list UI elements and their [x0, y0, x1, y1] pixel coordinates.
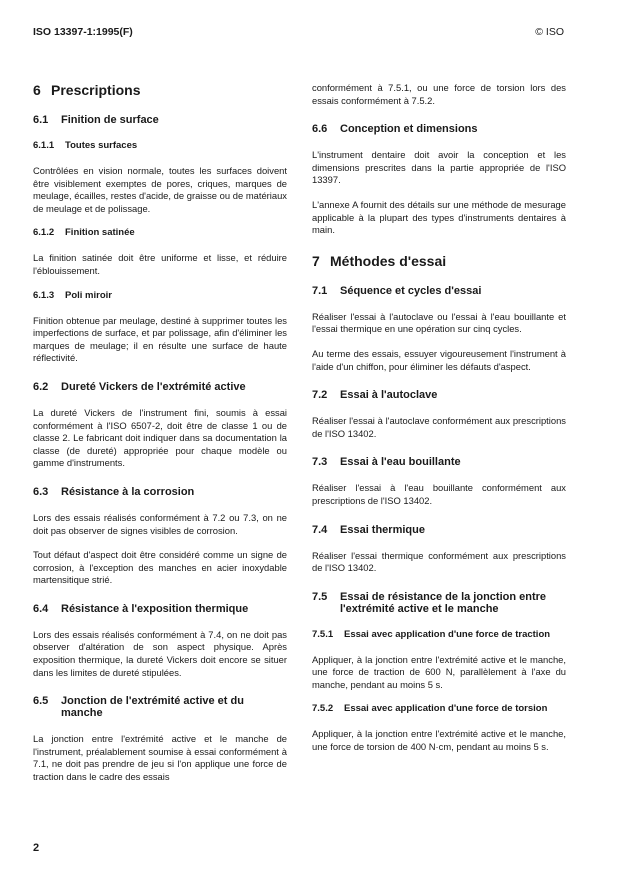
paragraph-7-2: Réaliser l'essai à l'autoclave conformément aux prescriptions de l'ISO 13402. — [312, 415, 566, 439]
section-number: 7.1 — [312, 284, 328, 297]
section-6-5-heading — [33, 695, 287, 719]
section-6-1-heading — [33, 114, 287, 126]
section-6-6-heading — [312, 123, 566, 135]
paragraph-6-5: La jonction entre l'extrémité active et le manche de l'instrument, préalablement soumise à essai conformément à 7.1, ne doit pas prendre de jeu si l'on applique une force de traction dans le cadre des essais — [33, 733, 287, 783]
left-column — [33, 82, 287, 784]
section-7-heading — [312, 253, 566, 269]
section-title: Séquence et cycles d'essai — [340, 284, 482, 297]
section-7-4-heading — [312, 524, 566, 536]
section-number: 6.3 — [33, 485, 49, 498]
section-title: Essai thermique — [340, 523, 425, 536]
section-title: Poli miroir — [65, 289, 112, 301]
section-title: Essai avec application d'une force de torsion — [344, 703, 548, 715]
section-number: 7.4 — [312, 523, 328, 536]
document-code: ISO 13397-1:1995(F) — [33, 26, 133, 38]
section-7-3-heading — [312, 456, 566, 468]
section-title: Essai de résistance de la jonction entre l'extrémité active et le manche — [340, 590, 547, 615]
paragraph-6-1-3: Finition obtenue par meulage, destiné à supprimer toutes les imperfections de surface, et par polissage, afin d'éliminer les marques de meulage; il en résulte une surface de haute réflectivité. — [33, 314, 287, 364]
section-6-4-heading — [33, 603, 287, 615]
right-column — [312, 82, 566, 754]
section-6-2-heading — [33, 381, 287, 393]
paragraph-6-1-2: La finition satinée doit être uniforme et lisse, et réduire l'éblouissement. — [33, 252, 287, 276]
section-title: Prescriptions — [51, 82, 141, 98]
section-6-1-3-heading — [33, 290, 287, 301]
page-number: 2 — [33, 842, 40, 854]
section-number: 7.5.2 — [312, 703, 334, 715]
paragraph-6-6-a: L'instrument dentaire doit avoir la conception et les dimensions prescrites dans la partie appropriée de l'ISO 13397. — [312, 149, 566, 186]
section-title: Finition satinée — [65, 227, 135, 239]
paragraph-6-3-a: Lors des essais réalisés conformément à 7.2 ou 7.3, on ne doit pas observer de signes visibles de corrosion. — [33, 511, 287, 536]
section-number: 7 — [312, 252, 320, 269]
paragraph-6-2: La dureté Vickers de l'instrument fini, soumis à essai conformément à l'ISO 6507-2, doit être de classe 1 ou de classe 2. Le fabricant doit indiquer dans sa documentation la classe (de dureté) appropriée pour chaque modèle ou gamme d'instruments. — [33, 406, 287, 469]
paragraph-7-5-2: Appliquer, à la jonction entre l'extrémité active et le manche, une force de torsion de 400 N·cm, pendant au moins 5 s. — [312, 728, 566, 753]
section-number: 6.4 — [33, 602, 49, 615]
paragraph-6-5-continued: conformément à 7.5.1, ou une force de torsion lors des essais conformément à 7.5.2. — [312, 82, 566, 106]
copyright-mark: © ISO — [535, 26, 564, 38]
paragraph-6-4: Lors des essais réalisés conformément à 7.4, on ne doit pas observer d'altération de son aspect physique. Après exposition thermique, la dureté Vickers doit encore se situer dans les limites de dureté stipulées. — [33, 628, 287, 678]
paragraph-7-3: Réaliser l'essai à l'eau bouillante conformément aux prescriptions de l'ISO 13402. — [312, 482, 566, 506]
section-number: 7.5 — [312, 590, 328, 603]
section-title: Résistance à l'exposition thermique — [61, 602, 249, 615]
section-title: Jonction de l'extrémité active et du manche — [61, 695, 244, 720]
paragraph-7-4: Réaliser l'essai thermique conformément aux prescriptions de l'ISO 13402. — [312, 549, 566, 574]
section-number: 6.6 — [312, 123, 328, 136]
section-number: 7.2 — [312, 389, 328, 402]
section-7-1-heading — [312, 285, 566, 297]
section-7-2-heading — [312, 389, 566, 401]
paragraph-7-5-1: Appliquer, à la jonction entre l'extrémité active et le manche, une force de traction de 600 N, parallèlement à l'axe du manche, pendant au moins 5 s. — [312, 653, 566, 690]
section-6-1-1-heading — [33, 140, 287, 151]
section-7-5-heading — [312, 591, 566, 615]
section-title: Finition de surface — [61, 114, 159, 126]
section-title: Méthodes d'essai — [330, 252, 447, 269]
section-number: 6.5 — [33, 695, 49, 708]
section-title: Dureté Vickers de l'extrémité active — [61, 380, 246, 393]
section-6-3-heading — [33, 486, 287, 498]
paragraph-6-6-b: L'annexe A fournit des détails sur une méthode de mesurage applicable à la plupart des types d'instruments dentaires à main. — [312, 198, 566, 236]
section-title: Essai avec application d'une force de traction — [344, 628, 551, 640]
section-7-5-2-heading — [312, 703, 566, 714]
section-title: Résistance à la corrosion — [61, 485, 195, 498]
paragraph-6-1-1: Contrôlées en vision normale, toutes les surfaces doivent être visiblement exemptes de pores, criques, marques de meulage, écailles, restes d'acide, de graisse ou de matériaux de meulage et de polissage. — [33, 165, 287, 214]
section-number: 6.2 — [33, 380, 49, 393]
section-6-heading — [33, 82, 287, 98]
section-number: 6.1.2 — [33, 227, 55, 239]
section-number: 6.1 — [33, 114, 49, 126]
section-number: 7.3 — [312, 456, 328, 469]
section-title: Essai à l'eau bouillante — [340, 456, 461, 469]
section-number: 6.1.1 — [33, 140, 55, 151]
section-number: 6 — [33, 82, 41, 98]
section-number: 7.5.1 — [312, 628, 334, 640]
section-title: Conception et dimensions — [340, 123, 478, 136]
section-6-1-2-heading — [33, 227, 287, 238]
section-number: 6.1.3 — [33, 289, 55, 301]
paragraph-7-1-a: Réaliser l'essai à l'autoclave ou l'essai à l'eau bouillante et l'essai thermique en une opération sur cinq cycles. — [312, 310, 566, 335]
paragraph-6-3-b: Tout défaut d'aspect doit être considéré comme un signe de corrosion, à l'exception des manches en acier inoxydable martensitique strié. — [33, 549, 287, 586]
section-title: Essai à l'autoclave — [340, 389, 438, 402]
section-title: Toutes surfaces — [65, 140, 138, 151]
section-7-5-1-heading — [312, 629, 566, 640]
paragraph-7-1-b: Au terme des essais, essuyer vigoureusement l'instrument à l'aide d'un chiffon, pour éliminer les défauts d'aspect. — [312, 347, 566, 372]
